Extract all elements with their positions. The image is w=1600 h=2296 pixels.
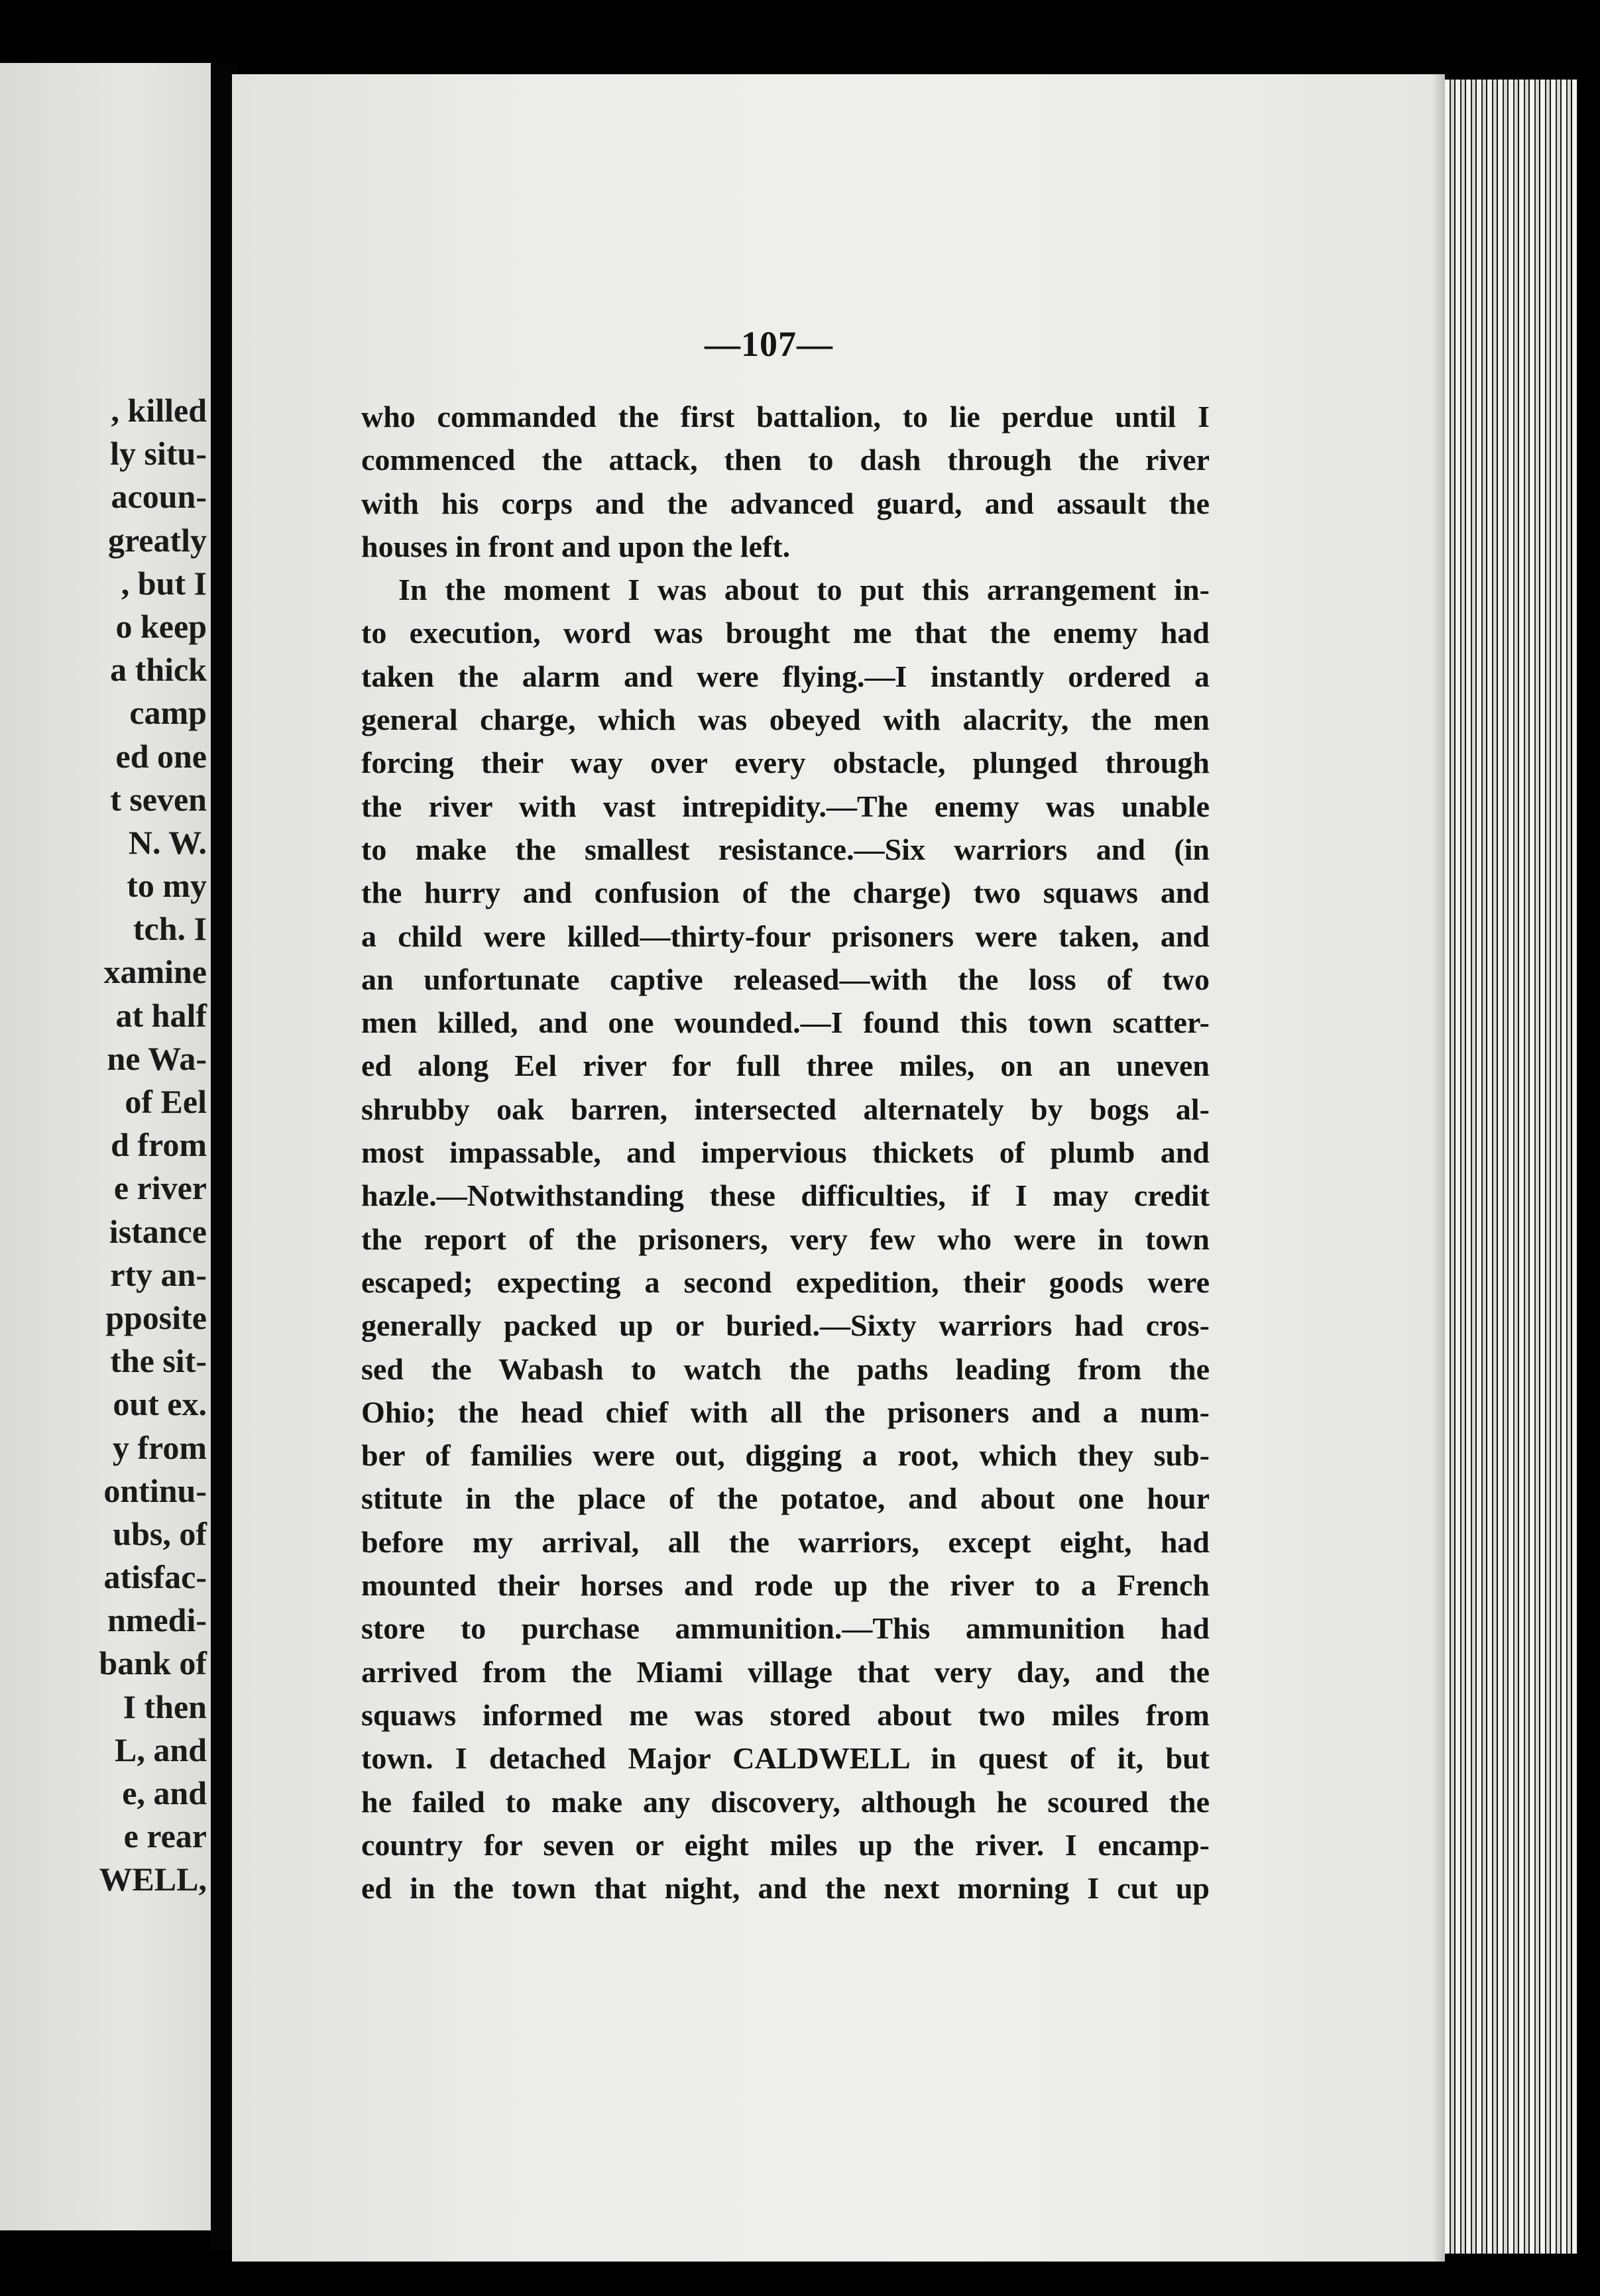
text-line: most impassable, and impervious thickets of plumb and bbox=[361, 1135, 1210, 1170]
left-fragment-line: the sit- bbox=[110, 1342, 207, 1380]
text-line: In the moment I was about to put this arrangement in- bbox=[398, 573, 1210, 607]
left-fragment-line: N. W. bbox=[128, 823, 207, 861]
text-line: the report of the prisoners, very few who were in town bbox=[361, 1222, 1210, 1256]
left-fragment-line: pposite bbox=[105, 1298, 207, 1336]
text-line: ed along Eel river for full three miles, on an uneven bbox=[361, 1049, 1210, 1083]
left-fragment-line: a thick bbox=[110, 651, 207, 689]
left-fragment-line: , but I bbox=[121, 564, 207, 602]
left-fragment-line: ne Wa- bbox=[107, 1039, 207, 1077]
text-line: squaws informed me was stored about two miles from bbox=[361, 1697, 1210, 1732]
left-fragment-line: ubs, of bbox=[113, 1515, 207, 1552]
left-fragment-line: WELL, bbox=[99, 1861, 207, 1898]
text-line: a child were killed—thirty-four prisoners were taken, and bbox=[361, 919, 1210, 953]
text-line: escaped; expecting a second expedition, their goods were bbox=[361, 1265, 1210, 1299]
text-line: country for seven or eight miles up the river. I encamp- bbox=[361, 1827, 1210, 1862]
left-fragment-line: istance bbox=[109, 1212, 207, 1250]
text-line: forcing their way over every obstacle, plunged through bbox=[361, 746, 1210, 780]
left-fragment-line: of Eel bbox=[125, 1083, 207, 1120]
left-fragment-line: d from bbox=[111, 1126, 207, 1164]
left-fragment-line: greatly bbox=[107, 521, 207, 559]
text-line: to execution, word was brought me that the enemy had bbox=[361, 616, 1210, 650]
left-fragment-line: xamine bbox=[103, 953, 207, 991]
left-fragment-line: out ex. bbox=[113, 1385, 207, 1423]
left-fragment-line: bank of bbox=[99, 1644, 207, 1682]
text-line: ber of families were out, digging a root, which they sub- bbox=[361, 1438, 1210, 1473]
left-fragment-line: to my bbox=[127, 867, 207, 905]
text-line: Ohio; the head chief with all the prisoners and a num- bbox=[361, 1395, 1210, 1429]
left-fragment-line: ed one bbox=[115, 737, 207, 775]
left-fragment-line: I then bbox=[123, 1688, 207, 1725]
left-fragment-line: ontinu- bbox=[103, 1471, 207, 1509]
text-line: store to purchase ammunition.—This ammunition had bbox=[361, 1611, 1210, 1646]
left-fragment-line: camp bbox=[129, 694, 207, 732]
left-fragment-line: ly situ- bbox=[110, 435, 207, 473]
text-line: who commanded the first battalion, to lie perdue until I bbox=[361, 400, 1210, 433]
left-fragment-line: e river bbox=[113, 1169, 207, 1207]
left-fragment-line: nmedi- bbox=[107, 1601, 207, 1639]
text-line: an unfortunate captive released—with the loss of two bbox=[361, 962, 1210, 996]
left-fragment-line: tch. I bbox=[133, 910, 207, 948]
left-fragment-line: t seven bbox=[110, 780, 207, 818]
left-fragment-line: y from bbox=[112, 1428, 207, 1466]
text-line: he failed to make any discovery, although he scoured the bbox=[361, 1784, 1210, 1819]
text-line: stitute in the place of the potatoe, and about one hour bbox=[361, 1481, 1210, 1516]
left-fragment-line: , killed bbox=[111, 392, 207, 429]
text-line: before my arrival, all the warriors, except eight, had bbox=[361, 1524, 1210, 1559]
left-fragment-line: acoun- bbox=[111, 478, 207, 516]
text-line: town. I detached Major CALDWELL in quest of it, but bbox=[361, 1741, 1210, 1776]
text-line: with his corps and the advanced guard, and assault the bbox=[361, 486, 1210, 520]
text-line: to make the smallest resistance.—Six warriors and (in bbox=[361, 832, 1210, 866]
text-line: hazle.—Notwithstanding these difficulties, if I may credit bbox=[361, 1178, 1210, 1213]
left-page-text-fragments bbox=[0, 389, 207, 1902]
text-line: mounted their horses and rode up the river to a French bbox=[361, 1568, 1210, 1603]
left-fragment-line: o keep bbox=[115, 607, 207, 645]
left-fragment-line: e, and bbox=[122, 1774, 207, 1811]
body-text bbox=[361, 395, 1210, 1910]
text-line: commenced the attack, then to dash through the river bbox=[361, 443, 1210, 477]
text-line: the river with vast intrepidity.—The enemy was unable bbox=[361, 789, 1210, 823]
left-fragment-line: e rear bbox=[123, 1817, 207, 1855]
left-facing-page bbox=[0, 63, 211, 2230]
left-fragment-line: L, and bbox=[115, 1731, 207, 1768]
text-line: general charge, which was obeyed with alacrity, the men bbox=[361, 703, 1210, 737]
text-line: shrubby oak barren, intersected alternately by bogs al- bbox=[361, 1092, 1210, 1126]
text-line: taken the alarm and were flying.—I instantly ordered a bbox=[361, 659, 1210, 693]
left-fragment-line: rty an- bbox=[110, 1255, 207, 1293]
page-edges-stack bbox=[1445, 80, 1577, 2254]
text-line: ed in the town that night, and the next morning I cut up bbox=[361, 1871, 1210, 1906]
text-line: sed the Wabash to watch the paths leading from the bbox=[361, 1351, 1210, 1386]
text-line: generally packed up or buried.—Sixty warriors had cros- bbox=[361, 1308, 1210, 1343]
left-fragment-line: at half bbox=[115, 996, 207, 1034]
text-line: houses in front and upon the left. bbox=[361, 529, 791, 563]
text-line: the hurry and confusion of the charge) two squaws and bbox=[361, 876, 1210, 910]
text-line: arrived from the Miami village that very day, and the bbox=[361, 1654, 1210, 1689]
left-fragment-line: atisfac- bbox=[103, 1558, 207, 1596]
text-line: men killed, and one wounded.—I found this town scatter- bbox=[361, 1005, 1210, 1040]
page-number: —107— bbox=[705, 324, 833, 364]
